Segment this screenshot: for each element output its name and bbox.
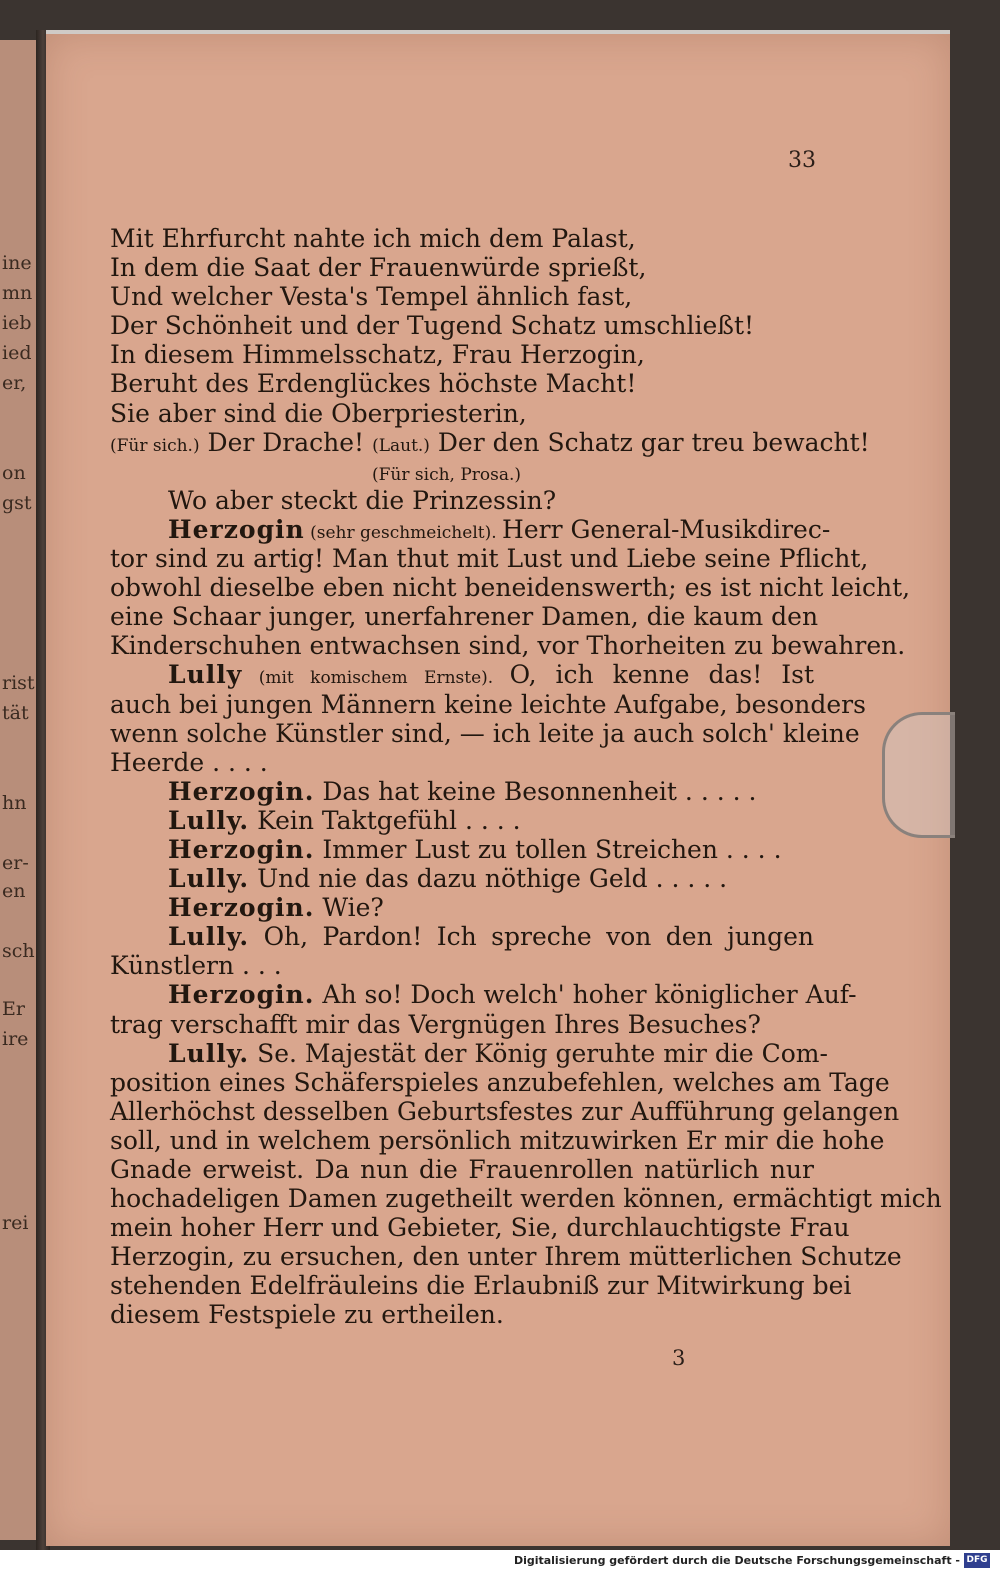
speaker-name: Herzogin. — [168, 834, 315, 864]
text-line — [110, 631, 906, 661]
text-line — [110, 1155, 814, 1184]
left-page-fragment: Er — [2, 998, 25, 1020]
text-line — [110, 544, 869, 574]
line-text: Herzogin, zu ersuchen, den unter Ihrem mütterlichen Schutze — [110, 1242, 902, 1272]
text-line — [110, 427, 870, 457]
text-line — [110, 660, 814, 689]
text-line — [110, 689, 866, 719]
text-line — [110, 893, 814, 922]
text-line — [110, 1038, 828, 1068]
text-line — [110, 311, 814, 340]
text-line — [110, 1271, 852, 1301]
speaker-name: Lully. — [168, 805, 250, 835]
page-number: 33 — [788, 148, 816, 173]
line-text: Oh, Pardon! Ich spreche von den jungen — [249, 922, 814, 952]
line-text: Ah so! Doch welch' hoher königlicher Auf- — [314, 980, 857, 1010]
line-text: mein hoher Herr und Gebieter, Sie, durchlauchtigste Frau — [110, 1213, 850, 1243]
line-text: soll, und in welchem persönlich mitzuwirken Er mir die hohe — [110, 1125, 885, 1155]
line-text: Sie aber sind die Oberpriesterin, — [110, 398, 527, 428]
left-page-fragment: on — [2, 462, 26, 484]
left-page-fragment: mn — [2, 282, 33, 304]
line-text: Und nie das dazu nöthige Geld . . . . . — [249, 864, 728, 894]
text-line — [110, 718, 860, 748]
stage-direction: (sehr geschmeichelt). — [304, 522, 503, 543]
text-line — [110, 980, 857, 1010]
line-text: Wie? — [314, 893, 384, 923]
speaker-name: Lully — [168, 660, 243, 690]
line-text: Immer Lust zu tollen Streichen . . . . — [314, 834, 782, 864]
left-page-fragment: sch — [2, 940, 35, 962]
text-line — [110, 1067, 890, 1097]
line-text: tor sind zu artig! Man thut mit Lust und Liebe seine Pflicht, — [110, 544, 869, 574]
text-line — [110, 224, 814, 253]
paper-clip — [882, 712, 955, 838]
line-text: auch bei jungen Männern keine leichte Aufgabe, besonders — [110, 689, 866, 719]
stage-direction: (mit komischem Ernste). — [242, 668, 510, 689]
line-text: diesem Festspiele zu ertheilen. — [110, 1300, 504, 1330]
line-text: Kein Taktgefühl . . . . — [249, 805, 521, 835]
text-line — [110, 1010, 814, 1039]
text-line — [110, 1300, 814, 1329]
text-line — [110, 573, 911, 603]
text-line — [110, 777, 814, 806]
text-line — [110, 369, 814, 398]
line-text: Der Schönheit und der Tugend Schatz umschließt! — [110, 311, 755, 341]
left-page-fragment: er, — [2, 372, 27, 394]
line-text: Künstlern . . . — [110, 951, 282, 981]
text-line — [110, 1096, 900, 1126]
line-text: obwohl dieselbe eben nicht beneidenswerth; es ist nicht leicht, — [110, 573, 911, 603]
text-line — [110, 399, 814, 428]
left-page-fragment: tät — [2, 702, 29, 724]
footer-bar — [0, 1550, 1000, 1574]
line-text: wenn solche Künstler sind, — ich leite ja auch solch' kleine — [110, 718, 860, 748]
speaker-name: Herzogin. — [168, 980, 315, 1010]
line-text: eine Schaar junger, unerfahrener Damen, die kaum den — [110, 602, 819, 632]
line-text: In diesem Himmelsschatz, Frau Herzogin, — [110, 340, 645, 370]
speaker-name: Herzogin. — [168, 776, 315, 806]
speaker-name: Lully. — [168, 922, 250, 952]
signature-mark: 3 — [672, 1346, 686, 1370]
line-text: hochadeligen Damen zugetheilt werden können, ermächtigt mich — [110, 1184, 942, 1214]
line-text: Se. Majestät der König geruhte mir die Com- — [249, 1038, 828, 1068]
line-text: Gnade erweist. Da nun die Frauenrollen natürlich nur — [110, 1155, 814, 1184]
speaker-name: Lully. — [168, 1038, 250, 1068]
text-line — [110, 864, 814, 893]
dfg-logo: DFG — [964, 1553, 990, 1568]
line-text: trag verschafft mir das Vergnügen Ihres Besuches? — [110, 1009, 761, 1039]
text-line — [110, 1184, 942, 1214]
line-text: Allerhöchst desselben Geburtsfestes zur Aufführung gelangen — [110, 1096, 900, 1126]
left-page-fragment: hn — [2, 792, 27, 814]
stage-direction: (Für sich, Prosa.) — [372, 464, 522, 485]
line-text: In dem die Saat der Frauenwürde sprießt, — [110, 253, 647, 283]
text-line — [110, 951, 814, 980]
footer-text: Digitalisierung gefördert durch die Deutsche Forschungsgemeinschaft - — [513, 1554, 960, 1567]
line-text: Herr General-Musikdirec- — [502, 514, 831, 544]
line-text: Und welcher Vesta's Tempel ähnlich fast, — [110, 282, 633, 312]
stage-direction: (Für sich.) — [110, 435, 200, 456]
left-page-fragment: ieb — [2, 312, 32, 334]
text-line — [110, 514, 831, 544]
text-line — [110, 282, 814, 311]
text-line — [110, 806, 814, 835]
line-text: Kinderschuhen entwachsen sind, vor Thorheiten zu bewahren. — [110, 631, 906, 661]
text-line — [110, 486, 814, 515]
left-page-fragment: rist — [2, 672, 35, 694]
left-page-fragment: rei — [2, 1212, 29, 1234]
line-text: Der Drache! — [199, 427, 373, 457]
left-page-fragment: gst — [2, 492, 32, 514]
line-text: Der den Schatz gar treu bewacht! — [429, 427, 870, 457]
stage-direction: (Laut.) — [372, 435, 430, 456]
line-text: position eines Schäferspieles anzubefehlen, welches am Tage — [110, 1067, 890, 1097]
text-line — [110, 922, 814, 951]
speaker-name: Lully. — [168, 864, 250, 894]
line-text: Mit Ehrfurcht nahte ich mich dem Palast, — [110, 224, 636, 253]
text-line — [110, 253, 814, 282]
text-line — [110, 1213, 850, 1243]
line-text: stehenden Edelfräuleins die Erlaubniß zur Mitwirkung bei — [110, 1271, 852, 1301]
text-line — [110, 835, 814, 864]
line-text: Heerde . . . . — [110, 747, 268, 777]
line-text: Das hat keine Besonnenheit . . . . . — [314, 776, 757, 806]
left-page-fragment: en — [2, 880, 26, 902]
text-line — [110, 1125, 885, 1155]
line-text: O, ich kenne das! Ist — [509, 660, 814, 690]
speaker-name: Herzogin. — [168, 893, 315, 923]
text-line — [110, 1242, 902, 1272]
text-line — [110, 602, 819, 632]
line-text: Wo aber steckt die Prinzessin? — [168, 485, 557, 515]
line-text: Beruht des Erdenglückes höchste Macht! — [110, 369, 637, 399]
speaker-name: Herzogin — [168, 514, 305, 544]
left-page-fragment: ire — [2, 1028, 29, 1050]
text-line — [110, 748, 814, 777]
page-text — [110, 224, 942, 1330]
left-page-fragment: ied — [2, 342, 32, 364]
left-page-fragment: ine — [2, 252, 32, 274]
left-page-fragment: er- — [2, 852, 29, 874]
text-line — [110, 457, 814, 486]
text-line — [110, 340, 814, 369]
